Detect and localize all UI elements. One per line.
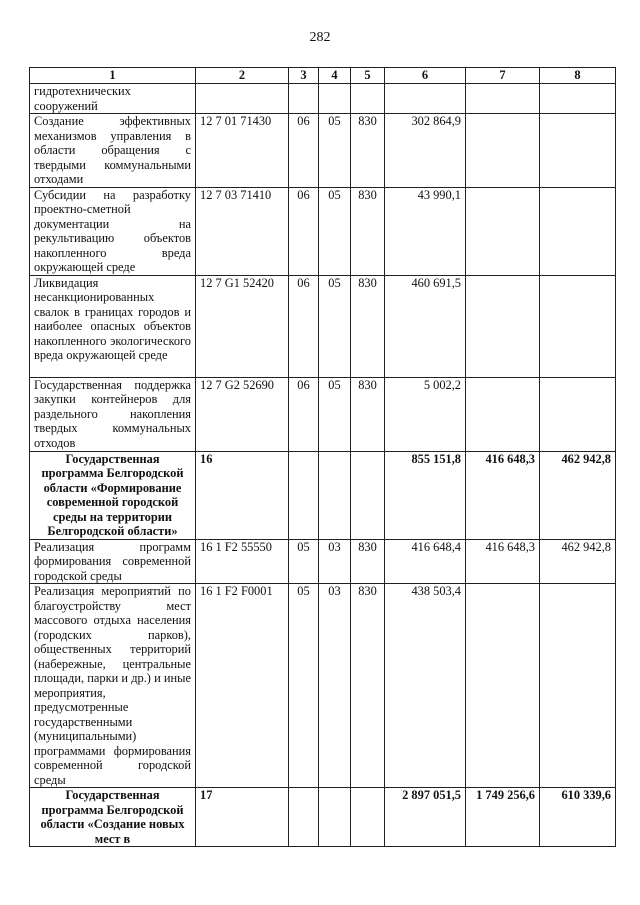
column-header: 3 bbox=[289, 68, 319, 84]
amount-cell-7: 416 648,3 bbox=[466, 539, 540, 584]
column-header: 4 bbox=[319, 68, 351, 84]
amount-cell-8 bbox=[540, 187, 616, 275]
item-name-cell: Государственная поддержка закупки контейнеров для раздельного накопления твердых коммунальных отходов bbox=[30, 377, 196, 451]
expense-type-cell bbox=[351, 788, 385, 847]
amount-cell-6: 438 503,4 bbox=[385, 584, 466, 788]
item-name-cell: Создание эффективных механизмов управления в области обращения с твердыми коммунальными отходами bbox=[30, 114, 196, 188]
expense-type-cell: 830 bbox=[351, 187, 385, 275]
section-cell bbox=[289, 788, 319, 847]
amount-cell-7 bbox=[466, 114, 540, 188]
page-number: 282 bbox=[309, 30, 331, 45]
code-cell: 16 bbox=[196, 451, 289, 539]
code-cell: 16 1 F2 F0001 bbox=[196, 584, 289, 788]
header-row bbox=[30, 68, 616, 84]
section-cell bbox=[289, 451, 319, 539]
subsection-cell: 05 bbox=[319, 187, 351, 275]
item-name-cell: Реализация программ формирования современной городской среды bbox=[30, 539, 196, 584]
amount-cell-6: 460 691,5 bbox=[385, 275, 466, 377]
expense-type-cell: 830 bbox=[351, 114, 385, 188]
amount-cell-6: 416 648,4 bbox=[385, 539, 466, 584]
amount-cell-7: 1 749 256,6 bbox=[466, 788, 540, 847]
table-row bbox=[30, 84, 616, 114]
program-row bbox=[30, 451, 616, 539]
amount-cell-6: 855 151,8 bbox=[385, 451, 466, 539]
amount-cell-6: 2 897 051,5 bbox=[385, 788, 466, 847]
expense-type-cell: 830 bbox=[351, 275, 385, 377]
column-header: 2 bbox=[196, 68, 289, 84]
amount-cell-7 bbox=[466, 84, 540, 114]
amount-cell-7 bbox=[466, 275, 540, 377]
column-header: 7 bbox=[466, 68, 540, 84]
expense-type-cell: 830 bbox=[351, 584, 385, 788]
subsection-cell: 05 bbox=[319, 114, 351, 188]
section-cell: 06 bbox=[289, 377, 319, 451]
amount-cell-6: 43 990,1 bbox=[385, 187, 466, 275]
item-name-cell: Реализация мероприятий по благоустройству мест массового отдыха населения (городских парков), общественных территорий (набережные, центральные площади, парки и др.) и иные мероприятия, предусмотренные государственными (муниципальными) программами формирования современной городской среды bbox=[30, 584, 196, 788]
program-name-cell: Государственная программа Белгородской области «Создание новых мест в bbox=[30, 788, 196, 847]
item-name-cell: Субсидии на разработку проектно-сметной документации на рекультивацию объектов накопленного вреда окружающей среде bbox=[30, 187, 196, 275]
subsection-cell: 05 bbox=[319, 275, 351, 377]
amount-cell-7: 416 648,3 bbox=[466, 451, 540, 539]
code-cell: 12 7 G2 52690 bbox=[196, 377, 289, 451]
code-cell bbox=[196, 84, 289, 114]
section-cell: 06 bbox=[289, 187, 319, 275]
section-cell: 05 bbox=[289, 584, 319, 788]
code-cell: 16 1 F2 55550 bbox=[196, 539, 289, 584]
amount-cell-7 bbox=[466, 377, 540, 451]
amount-cell-8: 462 942,8 bbox=[540, 451, 616, 539]
amount-cell-8: 610 339,6 bbox=[540, 788, 616, 847]
expense-type-cell bbox=[351, 84, 385, 114]
table-row bbox=[30, 584, 616, 788]
subsection-cell: 05 bbox=[319, 377, 351, 451]
amount-cell-8 bbox=[540, 84, 616, 114]
program-row bbox=[30, 788, 616, 847]
expense-type-cell bbox=[351, 451, 385, 539]
section-cell: 06 bbox=[289, 275, 319, 377]
table-row bbox=[30, 377, 616, 451]
column-header: 1 bbox=[30, 68, 196, 84]
column-header: 6 bbox=[385, 68, 466, 84]
column-header: 8 bbox=[540, 68, 616, 84]
amount-cell-6: 5 002,2 bbox=[385, 377, 466, 451]
item-name-cell: Ликвидация несанкционированных свалок в границах городов и наиболее опасных объектов накопленного экологического вреда окружающей среде bbox=[30, 275, 196, 377]
subsection-cell bbox=[319, 451, 351, 539]
table-row bbox=[30, 275, 616, 377]
expense-type-cell: 830 bbox=[351, 377, 385, 451]
code-cell: 12 7 03 71410 bbox=[196, 187, 289, 275]
code-cell: 17 bbox=[196, 788, 289, 847]
amount-cell-8 bbox=[540, 114, 616, 188]
subsection-cell bbox=[319, 84, 351, 114]
subsection-cell bbox=[319, 788, 351, 847]
section-cell: 06 bbox=[289, 114, 319, 188]
section-cell: 05 bbox=[289, 539, 319, 584]
amount-cell-7 bbox=[466, 584, 540, 788]
program-name-cell: Государственная программа Белгородской области «Формирование современной городской среды на территории Белгородской области» bbox=[30, 451, 196, 539]
amount-cell-6: 302 864,9 bbox=[385, 114, 466, 188]
subsection-cell: 03 bbox=[319, 539, 351, 584]
table-row bbox=[30, 187, 616, 275]
table-row bbox=[30, 539, 616, 584]
amount-cell-8: 462 942,8 bbox=[540, 539, 616, 584]
section-cell bbox=[289, 84, 319, 114]
amount-cell-8 bbox=[540, 275, 616, 377]
amount-cell-7 bbox=[466, 187, 540, 275]
expense-type-cell: 830 bbox=[351, 539, 385, 584]
amount-cell-8 bbox=[540, 377, 616, 451]
column-header: 5 bbox=[351, 68, 385, 84]
subsection-cell: 03 bbox=[319, 584, 351, 788]
item-name-cell: гидротехнических сооружений bbox=[30, 84, 196, 114]
amount-cell-8 bbox=[540, 584, 616, 788]
code-cell: 12 7 G1 52420 bbox=[196, 275, 289, 377]
budget-table bbox=[29, 67, 616, 847]
amount-cell-6 bbox=[385, 84, 466, 114]
code-cell: 12 7 01 71430 bbox=[196, 114, 289, 188]
table-row bbox=[30, 114, 616, 188]
